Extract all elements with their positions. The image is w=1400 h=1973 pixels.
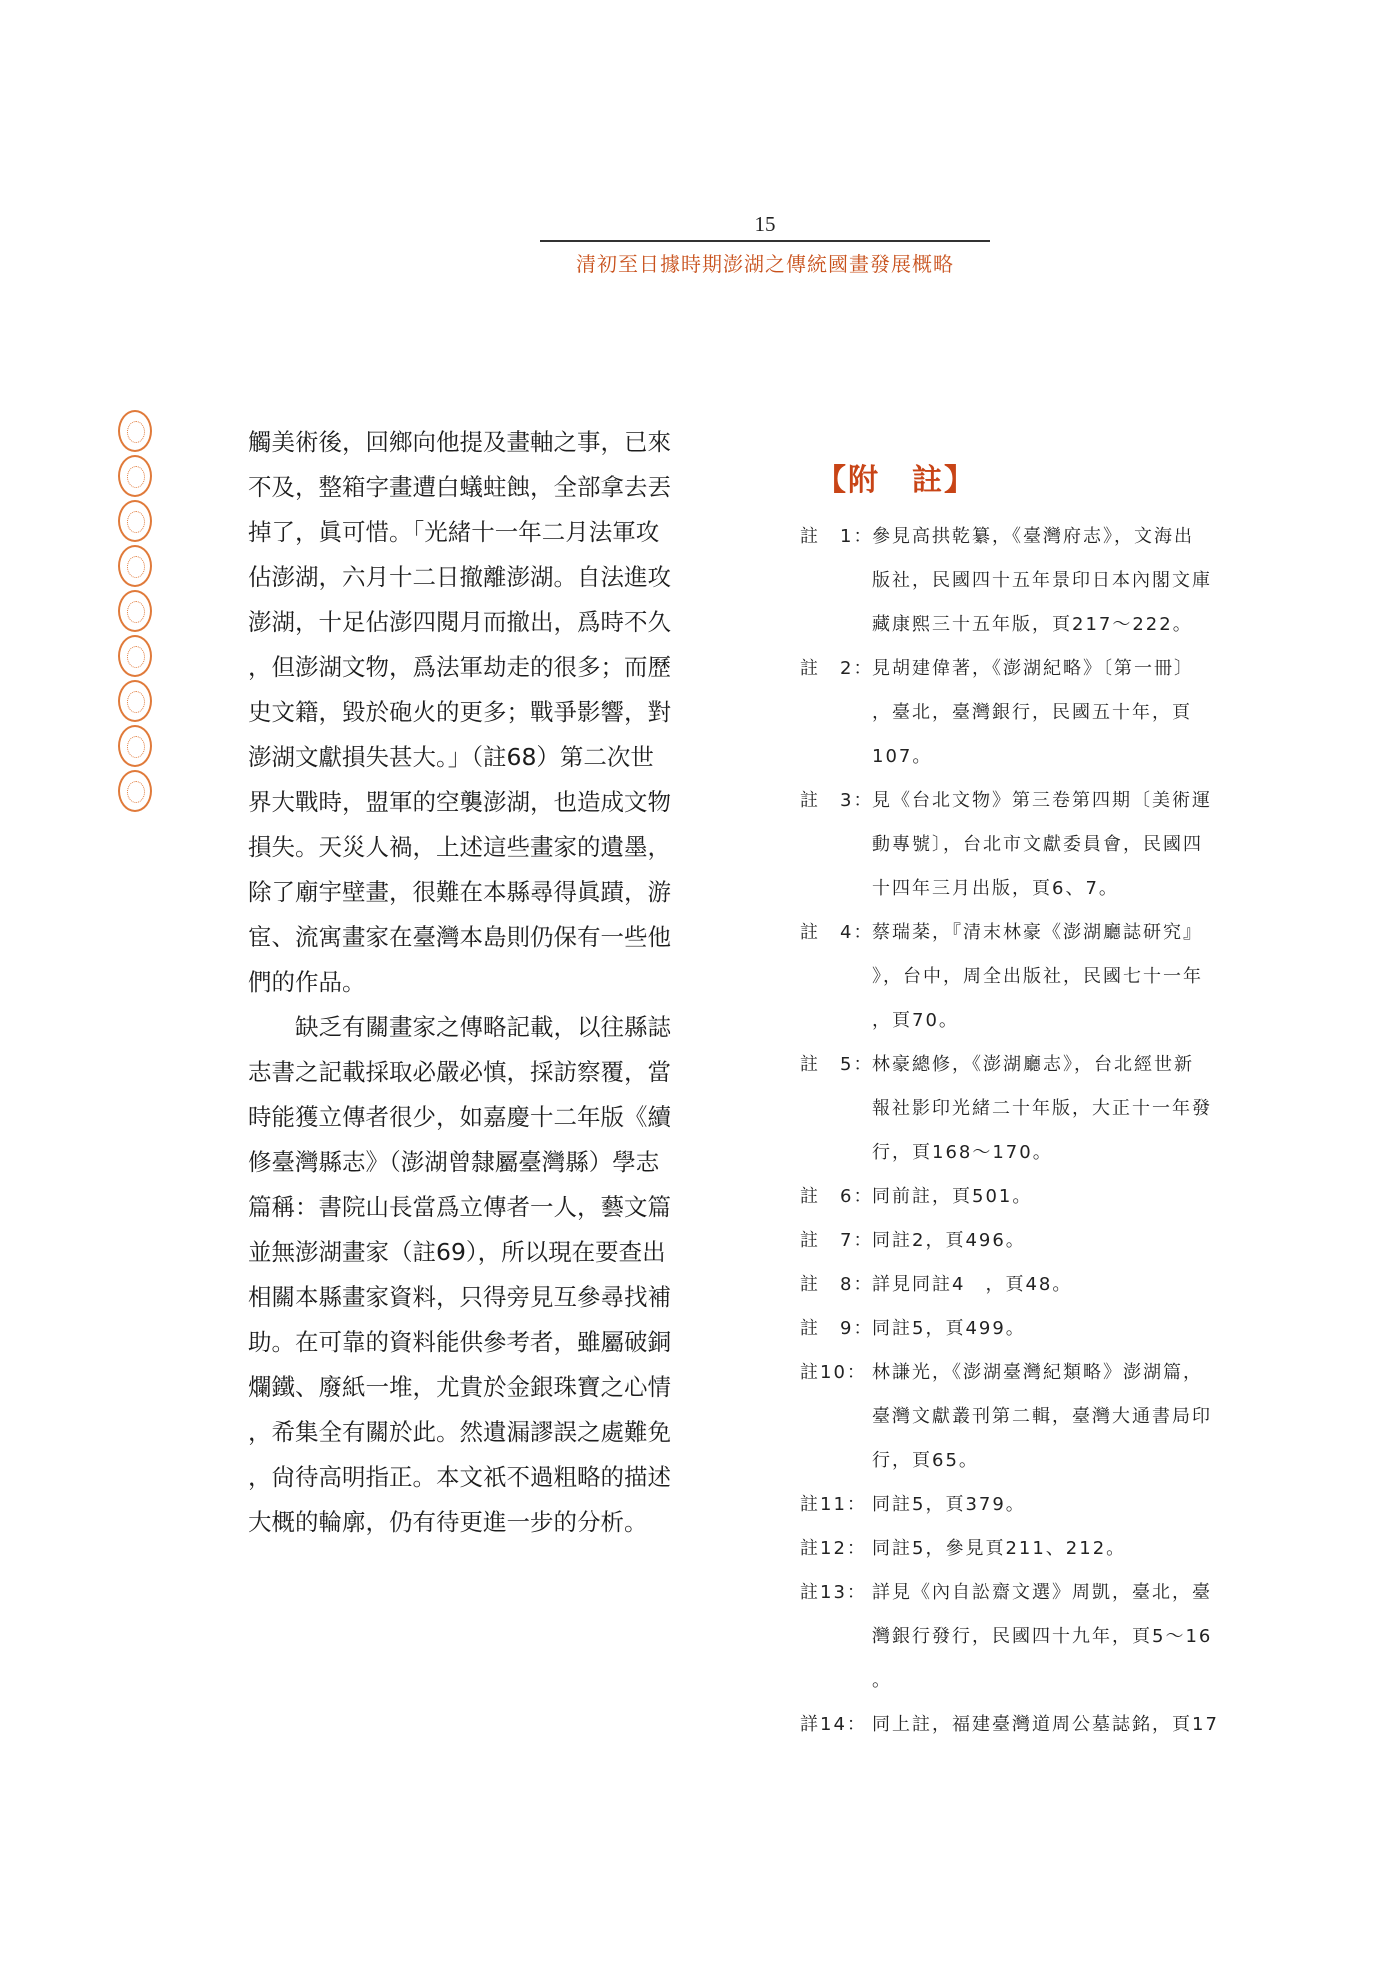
footnote-label: 註 2：: [800, 658, 874, 679]
footnote-text: 同註5，頁379。: [872, 1494, 1026, 1515]
notes-section: [800, 455, 1280, 1747]
page-header: [540, 212, 990, 277]
footnote: [800, 1571, 1280, 1703]
footnote-text: 同上註，福建臺灣道周公墓誌銘，頁17: [872, 1714, 1219, 1735]
footnote-label: 詳14：: [800, 1714, 867, 1735]
footnote-text: 林豪總修，《澎湖廳志》，台北經世新 報社影印光緒二十年版，大正十一年發 行，頁168～170。: [872, 1054, 1212, 1163]
footnote: [800, 1043, 1280, 1175]
footnote-text: 見《台北文物》第三卷第四期〔美術運 動專號〕，台北市文獻委員會，民國四 十四年三月出版，頁6、7。: [872, 790, 1212, 899]
footnote-label: 註 9：: [800, 1318, 874, 1339]
footnote: [800, 779, 1280, 911]
footnote-text: 詳見同註4 ，頁48。: [872, 1274, 1073, 1295]
footnote-label: 註 7：: [800, 1230, 874, 1251]
medallion-ornament-icon: [118, 590, 152, 632]
body-paragraph: 觸美術後，回鄉向他提及畫軸之事，已來 不及，整箱字畫遭白蟻蛀蝕，全部拿去丟 掉了，眞可惜。「光緒十一年二月法軍攻 佔澎湖，六月十二日撤離澎湖。自法進攻 澎湖，十足佔澎四閱月而撤出，爲時不久 ，但澎湖文物，爲法軍劫走的很多；而歷 史文籍，毀於砲火的更多；戰爭影響，對 澎湖文獻損失甚大。」（註68）第二次世 界大戰時，盟軍的空襲澎湖，也造成文物 損失。天災人禍，上述這些畫家的遺墨， 除了廟宇壁畫，很難在本縣尋得眞蹟，游 宦、流寓畫家在臺灣本島則仍保有一些他 們的作品。: [248, 428, 671, 996]
footnote: [800, 1527, 1280, 1571]
notes-heading: 【附 註】: [816, 463, 976, 498]
footnote: [800, 1483, 1280, 1527]
footnote-label: 註 5：: [800, 1054, 874, 1075]
footnote-text: 詳見《內自訟齋文選》周凱，臺北，臺 灣銀行發行，民國四十九年，頁5～16 。: [872, 1582, 1213, 1691]
footnote: [800, 1175, 1280, 1219]
footnote: [800, 1351, 1280, 1483]
footnote-text: 同註2，頁496。: [872, 1230, 1026, 1251]
header-rule: [540, 240, 990, 242]
footnote-label: 註 1：: [800, 526, 874, 547]
footnote: [800, 911, 1280, 1043]
footnote-label: 註 6：: [800, 1186, 874, 1207]
footnote-label: 註13：: [800, 1582, 867, 1603]
medallion-ornament-icon: [118, 410, 152, 452]
footnote-label: 註 4：: [800, 922, 874, 943]
footnote: [800, 515, 1280, 647]
footnote-text: 同註5，頁499。: [872, 1318, 1026, 1339]
body-text-column: [248, 420, 718, 1545]
footnote-text: 同註5，參見頁211、212。: [872, 1538, 1127, 1559]
footnote: [800, 647, 1280, 779]
footnote-text: 同前註，頁501。: [872, 1186, 1033, 1207]
medallion-ornament-icon: [118, 500, 152, 542]
medallion-ornament-icon: [118, 635, 152, 677]
medallion-ornament-icon: [118, 770, 152, 812]
medallion-ornament-icon: [118, 725, 152, 767]
footnote-text: 林謙光，《澎湖臺灣紀類略》澎湖篇， 臺灣文獻叢刊第二輯，臺灣大通書局印 行，頁65。: [872, 1362, 1212, 1471]
medallion-ornament-icon: [118, 455, 152, 497]
page-number: 15: [754, 212, 776, 236]
footnote: [800, 1219, 1280, 1263]
body-paragraph: 缺乏有關畫家之傳略記載，以往縣誌 志書之記載採取必嚴必慎，採訪察覆，當 時能獲立傳者很少，如嘉慶十二年版《續 修臺灣縣志》（澎湖曾隸屬臺灣縣）學志 篇稱：書院山長當爲立傳者一人，藝文篇 並無澎湖畫家（註69），所以現在要查出 相關本縣畫家資料，只得旁見互參尋找補 助。在可靠的資料能供參考者，雖屬破銅 爛鐵、廢紙一堆，尤貴於金銀珠寶之心情 ，希集全有關於此。然遺漏謬誤之處難免 ，尙待高明指正。本文祇不過粗略的描述 大概的輪廓，仍有待更進一步的分析。: [248, 1013, 671, 1536]
medallion-ornament-icon: [118, 680, 152, 722]
footnote-label: 註10：: [800, 1362, 867, 1383]
footnote: [800, 1703, 1280, 1747]
footnote-text: 參見高拱乾纂，《臺灣府志》，文海出 版社，民國四十五年景印日本內閣文庫 藏康熙三十五年版，頁217～222。: [872, 526, 1212, 635]
decorative-medallion-strip: [113, 410, 157, 815]
footnote-label: 註11：: [800, 1494, 867, 1515]
footnote-label: 註 3：: [800, 790, 874, 811]
footnote-text: 蔡瑞棻，『清末林豪《澎湖廳誌研究』 》，台中，周全出版社，民國七十一年 ，頁70。: [872, 922, 1203, 1031]
footnote: [800, 1263, 1280, 1307]
footnote-label: 註 8：: [800, 1274, 874, 1295]
medallion-ornament-icon: [118, 545, 152, 587]
footnote: [800, 1307, 1280, 1351]
running-title: 清初至日據時期澎湖之傳統國畫發展概略: [576, 252, 954, 276]
footnote-text: 見胡建偉著，《澎湖紀略》〔第一冊〕 ，臺北，臺灣銀行，民國五十年，頁 107。: [872, 658, 1194, 767]
footnote-label: 註12：: [800, 1538, 867, 1559]
